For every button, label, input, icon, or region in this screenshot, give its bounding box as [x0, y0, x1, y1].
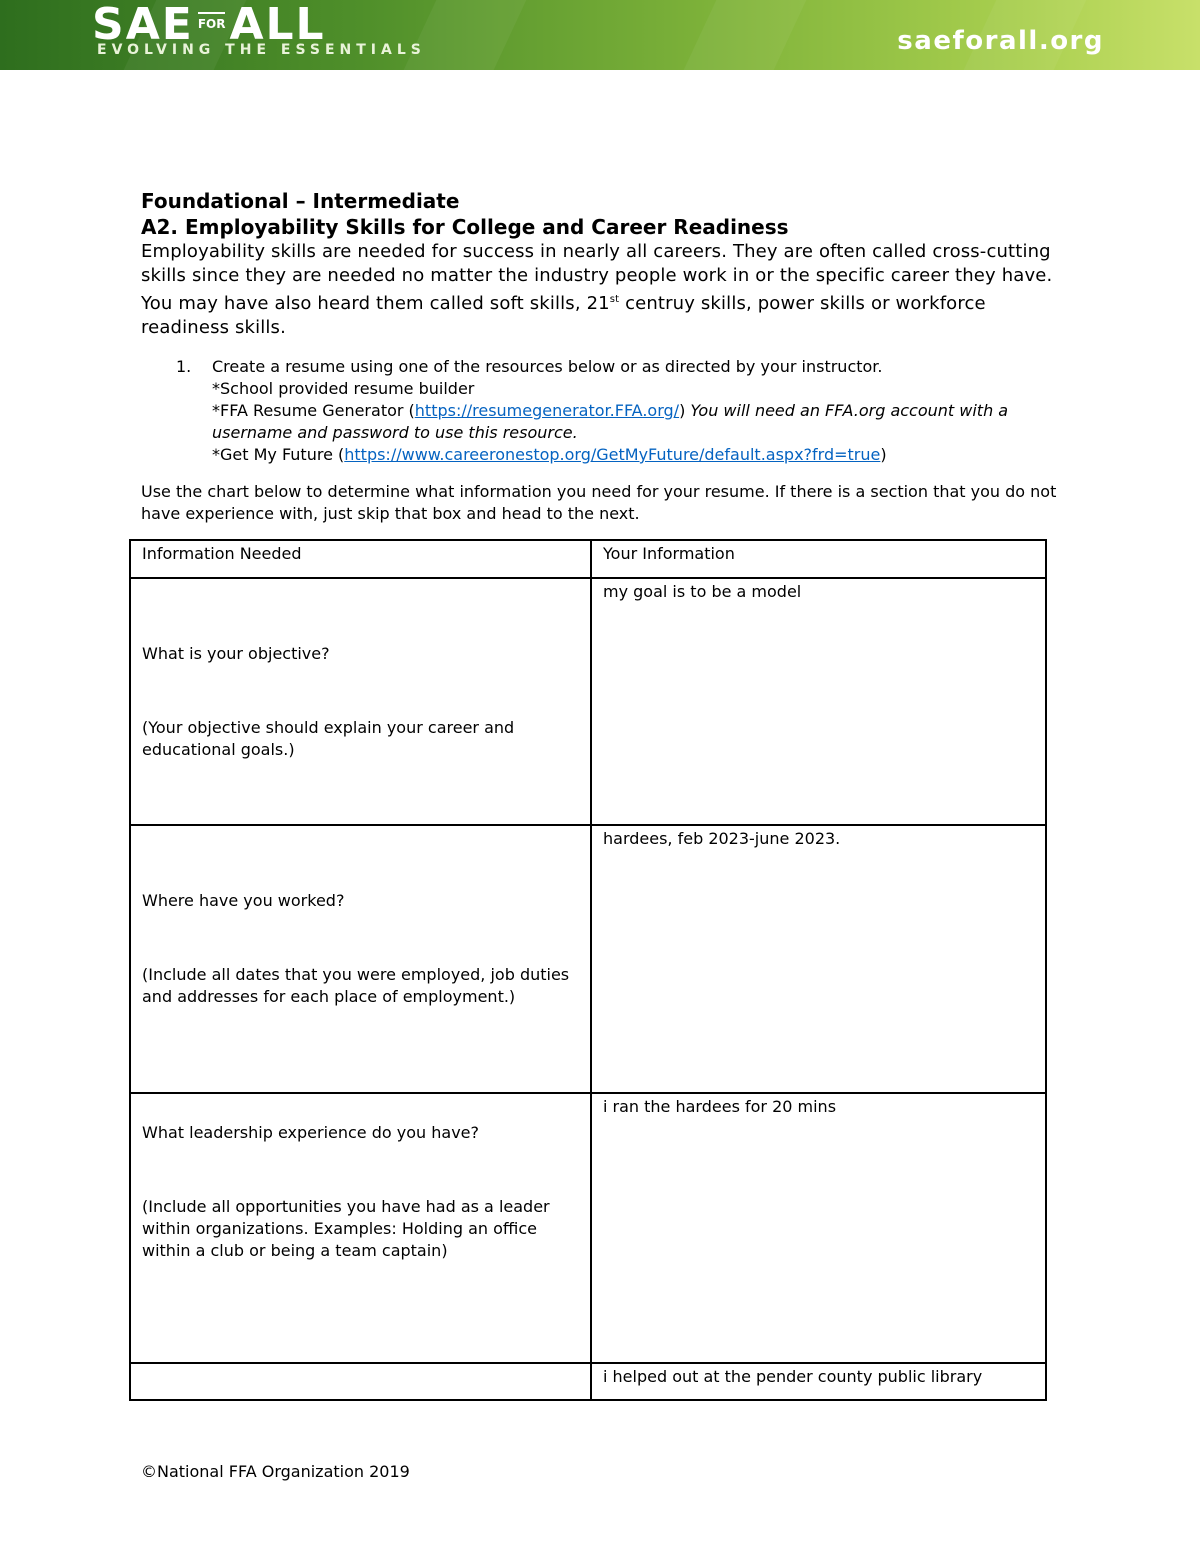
intro-paragraph — [141, 240, 1061, 340]
ffa-resume-link[interactable]: https://resumegenerator.FFA.org/ — [414, 401, 680, 420]
document-header — [141, 188, 1061, 340]
list-line-ffa-generator — [212, 400, 1066, 444]
prompt-note: (Your objective should explain your career and educational goals.) — [142, 718, 515, 759]
gmf-prefix: *Get My Future ( — [212, 445, 345, 464]
header-banner — [0, 0, 1200, 70]
answer-cell[interactable]: i ran the hardees for 20 mins — [591, 1093, 1046, 1363]
list-line-create-resume: Create a resume using one of the resources below or as directed by your instructor. — [212, 357, 883, 376]
banner-stripe — [684, 0, 807, 70]
list-line-get-my-future — [212, 444, 1066, 466]
prompt-question: Where have you worked? — [142, 891, 345, 910]
prompt-note: (Include all opportunities you have had as a leader within organizations. Examples: Holding an office within a club or being a team captain) — [142, 1197, 550, 1260]
list-line-school-builder: *School provided resume builder — [212, 379, 475, 398]
logo-tagline: EVOLVING THE ESSENTIALS — [97, 42, 426, 58]
prompt-cell — [130, 578, 591, 825]
table-row — [130, 1093, 1046, 1363]
ffa-prefix: *FFA Resume Generator ( — [212, 401, 415, 420]
list-item — [212, 356, 1066, 466]
table-row — [130, 1363, 1046, 1400]
answer-cell[interactable]: hardees, feb 2023-june 2023. — [591, 825, 1046, 1093]
logo-text-for: FOR — [198, 12, 226, 30]
prompt-question: What is your objective? — [142, 644, 330, 663]
site-url[interactable]: saeforall.org — [897, 26, 1104, 56]
prompt-cell — [130, 1093, 591, 1363]
numbered-list — [176, 356, 1066, 466]
prompt-note: (Include all dates that you were employed, job duties and addresses for each place of employment.) — [142, 965, 570, 1006]
header-your-information: Your Information — [591, 540, 1046, 578]
ffa-account-note: You will need an FFA.org account with a username and password to use this resource. — [212, 401, 1009, 442]
prompt-cell — [130, 825, 591, 1093]
prompt-cell — [130, 1363, 591, 1400]
banner-stripe — [404, 0, 527, 70]
table-row — [130, 825, 1046, 1093]
gmf-close: ) — [880, 445, 887, 464]
ffa-close: ) — [679, 401, 686, 420]
chart-instructions: Use the chart below to determine what information you need for your resume. If there is a section that you do not have experience with, just skip that box and head to the next. — [141, 482, 1057, 523]
table-header-row — [130, 540, 1046, 578]
prompt-question: What leadership experience do you have? — [142, 1123, 479, 1142]
header-information-needed: Information Needed — [130, 540, 591, 578]
copyright-footer: ©National FFA Organization 2019 — [141, 1462, 410, 1481]
answer-cell[interactable]: my goal is to be a model — [591, 578, 1046, 825]
intro-superscript: st — [609, 294, 620, 305]
list-number: 1. — [176, 357, 192, 376]
level-heading: Foundational – Intermediate — [141, 189, 460, 213]
answer-cell[interactable]: i helped out at the pender county public library — [591, 1363, 1046, 1400]
sae-for-all-logo — [92, 0, 326, 50]
intro-part1: Employability skills are needed for success in nearly all careers. They are often called cross-cutting skills since they are needed no matter the industry people work in or the specific career they have. You may have also heard them called soft skills, 21 — [141, 241, 1053, 314]
intro-part2: centruy skills, power skills or workforce readiness skills. — [141, 293, 986, 338]
lesson-title: A2. Employability Skills for College and Career Readiness — [141, 215, 789, 239]
logo-text-right: ALL — [229, 0, 326, 50]
table-row — [130, 578, 1046, 825]
logo-text-left: SAE — [92, 0, 194, 50]
resume-info-table — [129, 539, 1047, 1401]
get-my-future-link[interactable]: https://www.careeronestop.org/GetMyFuture/default.aspx?frd=true — [344, 445, 881, 464]
